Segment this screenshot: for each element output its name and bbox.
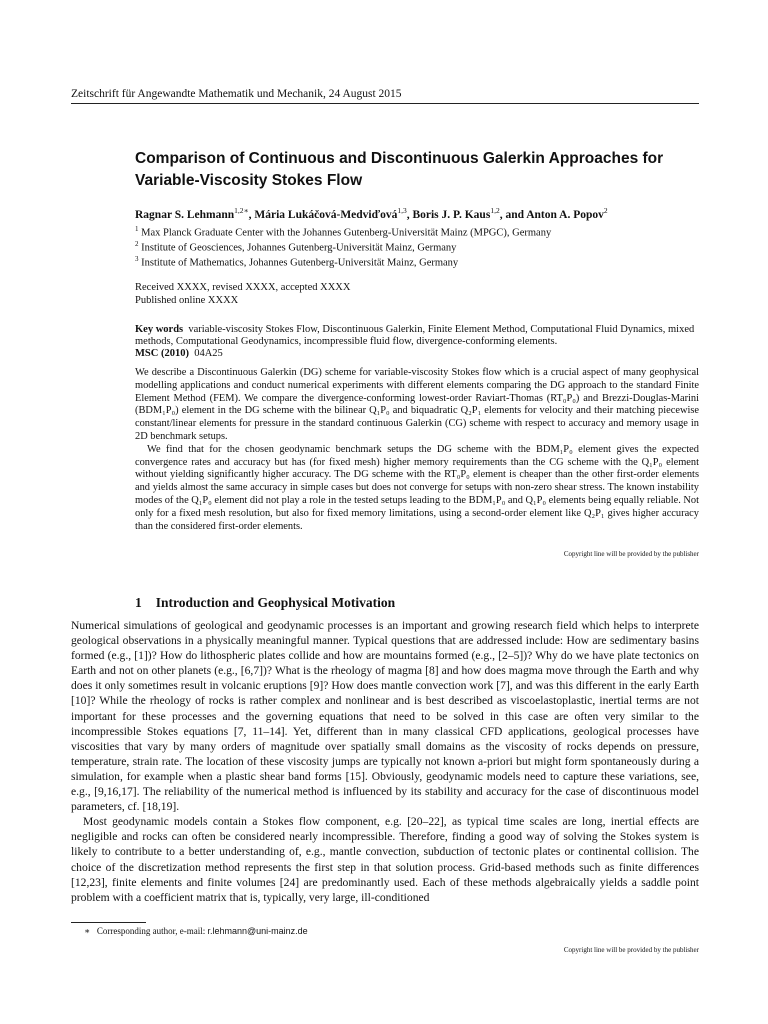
affiliation-text: Institute of Mathematics, Johannes Gutenberg-Universität Mainz, Germany [141,257,459,269]
affiliation-text: Max Planck Graduate Center with the Johannes Gutenberg-Universität Mainz (MPGC), Germany [141,227,552,239]
journal-header: Zeitschrift für Angewandte Mathematik und Mechanik, 24 August 2015 [71,88,402,100]
author-affil-mark: 1,2 [490,206,500,215]
author-affil-mark: 2 [603,206,608,215]
body-paragraph: Most geodynamic models contain a Stokes flow component, e.g. [20–22], as typical time scales are long, inertial effects are negligible and rocks can often be considered nearly incompressible. Therefore, finding a good way of solving the Stokes system is likely to contribute to a better understanding of, e.g., mantle convection, subduction of tectonic plates or continental collision. The choice of the discretization method represents the first step in that solution process. Grid-based methods such as finite differences [12,23], finite elements and finite volumes [24] are predominantly used. Each of these methods algebraically yields a saddle point problem with a coefficient matrix that is, typically, very large, ill-conditioned [71,815,699,904]
msc-classification [135,348,227,359]
author-name: Anton A. Popov [526,208,604,221]
affiliation-number: 2 [135,240,139,248]
section-heading [135,595,395,611]
msc-label: MSC (2010) [135,348,189,359]
copyright-note: Copyright line will be provided by the publisher [563,550,699,558]
keywords-label: Key words [135,324,184,335]
footnote-marker: ∗ [84,926,91,936]
author-affil-mark: 1,2∗ [234,206,249,215]
author-name: Boris J. P. Kaus [412,208,491,221]
section-title: Introduction and Geophysical Motivation [155,595,396,610]
footnote [84,926,308,937]
affiliation-text: Institute of Geosciences, Johannes Gutenberg-Universität Mainz, Germany [141,242,457,254]
paper-title: Comparison of Continuous and Discontinuous Galerkin Approaches for Variable-Viscosity Stokes Flow [135,150,664,189]
affiliation-number: 1 [135,225,139,233]
header-rule [71,103,699,104]
author-affil-mark: 1,3 [397,206,407,215]
section-body [71,618,699,905]
affiliation-3 [135,255,705,269]
corresponding-email[interactable]: r.lehmann@uni-mainz.de [207,926,308,936]
abstract-paragraph: We find that for the chosen geodynamic benchmark setups the DG scheme with the BDM₁P₀ element gives the expected convergence rates and accuracy but has (for fixed mesh) higher memory requirements than the CG scheme with the Q₁P₀ element without yielding significantly higher accuracy. The DG scheme with the RT₀P₀ element is cheaper than the other first-order elements and yields almost the same accuracy in simple cases but does not converge for setups with non-zero shear stress. The known instability modes of the Q₁P₀ element did not play a role in the tested setups leading to the BDM₁P₀ and Q₁P₀ elements being equally reliable. Not only for a fixed mesh resolution, but also for fixed memory limitations, using a second-order element like Q₂P₁ gives higher accuracy than the considered first-order elements. [135,443,699,532]
affiliation-1 [135,225,705,239]
published-date: Published online XXXX [135,295,239,306]
author-name: Ragnar S. Lehmann [135,208,235,221]
copyright-note-footer: Copyright line will be provided by the publisher [563,946,699,954]
section-number: 1 [135,595,142,610]
keywords [135,324,700,348]
abstract-paragraph: We describe a Discontinuous Galerkin (DG) scheme for variable-viscosity Stokes flow which is a crucial aspect of many geophysical modelling applications and conduct numerical experiments with different elements comparing the DG approach to the standard Finite Element Method (FEM). We compare the divergence-conforming lowest-order Raviart-Thomas (RT₀P₀) and Brezzi-Douglas-Marini (BDM₁P₀) element in the DG scheme with the bilinear Q₁P₀ and biquadratic Q₂P₁ elements for velocity and their matching piecewise constant/linear elements for pressure in the standard continuous Galerkin (CG) scheme with respect to accuracy and memory usage in 2D benchmark setups. [135,367,699,442]
abstract [135,367,699,533]
footnote-rule [71,922,146,923]
body-paragraph: Numerical simulations of geological and geodynamic processes is an important and growing research field which helps to interprete geological observations in a physically meaningful manner. Typical questions that are addressed include: How are sedimentary basins formed (e.g., [1])? How do lithospheric plates collide and how are mountains formed (e.g., [2–5])? Why do we have plate tectonics on Earth and not on other planets (e.g., [6,7])? What is the rheology of magma [8] and how does magma move through the Earth and why does it only sometimes result in volcanic eruptions [9]? How does mantle convection work [7], and was this different in the early Earth [10]? While the rheology of rocks is rather complex and nonlinear and is best described as viscoelastoplastic, inertial terms are not important for these processes and the governing equations that need to be solved in this case are often very similar to the incompressible Stokes equations [7, 11–14]. Yet, different than in many classical CFD applications, geological processes have viscosities that vary by many orders of magnitude over spatially small domains as the viscosity of rocks depends on pressure, temperature, strain rate. The location of these viscosity jumps are typically not known a-priori but might form spontaneously during a simulation, for example when a plastic shear band forms [15]. Obviously, geodynamic models need to capture these variations, see, e.g., [9,16,17]. The reliability of the numerical method is influenced by its stability and accuracy for the case of discontinuous model parameters, cf. [18,19]. [71,619,699,814]
author-list: Ragnar S. Lehmann$^{1,2∗}$, Mária Lukáčová-Medviďová$^{1,3}$, Boris J. P. Kaus$^{1,2}$, and Anton A. Popov$^2$ [135,206,608,221]
footnote-label: Corresponding author, e-mail: [96,926,206,936]
affiliation-number: 3 [135,255,139,263]
author-name: Mária Lukáčová-Medviďová [254,208,398,221]
received-dates: Received XXXX, revised XXXX, accepted XXXX [135,282,351,293]
affiliation-2 [135,240,705,254]
keywords-text: variable-viscosity Stokes Flow, Discontinuous Galerkin, Finite Element Method, Computational Fluid Dynamics, mixed methods, Computational Geodynamics, incompressible fluid flow, divergence-conforming elements. [135,324,695,347]
msc-value: 04A25 [194,348,223,359]
